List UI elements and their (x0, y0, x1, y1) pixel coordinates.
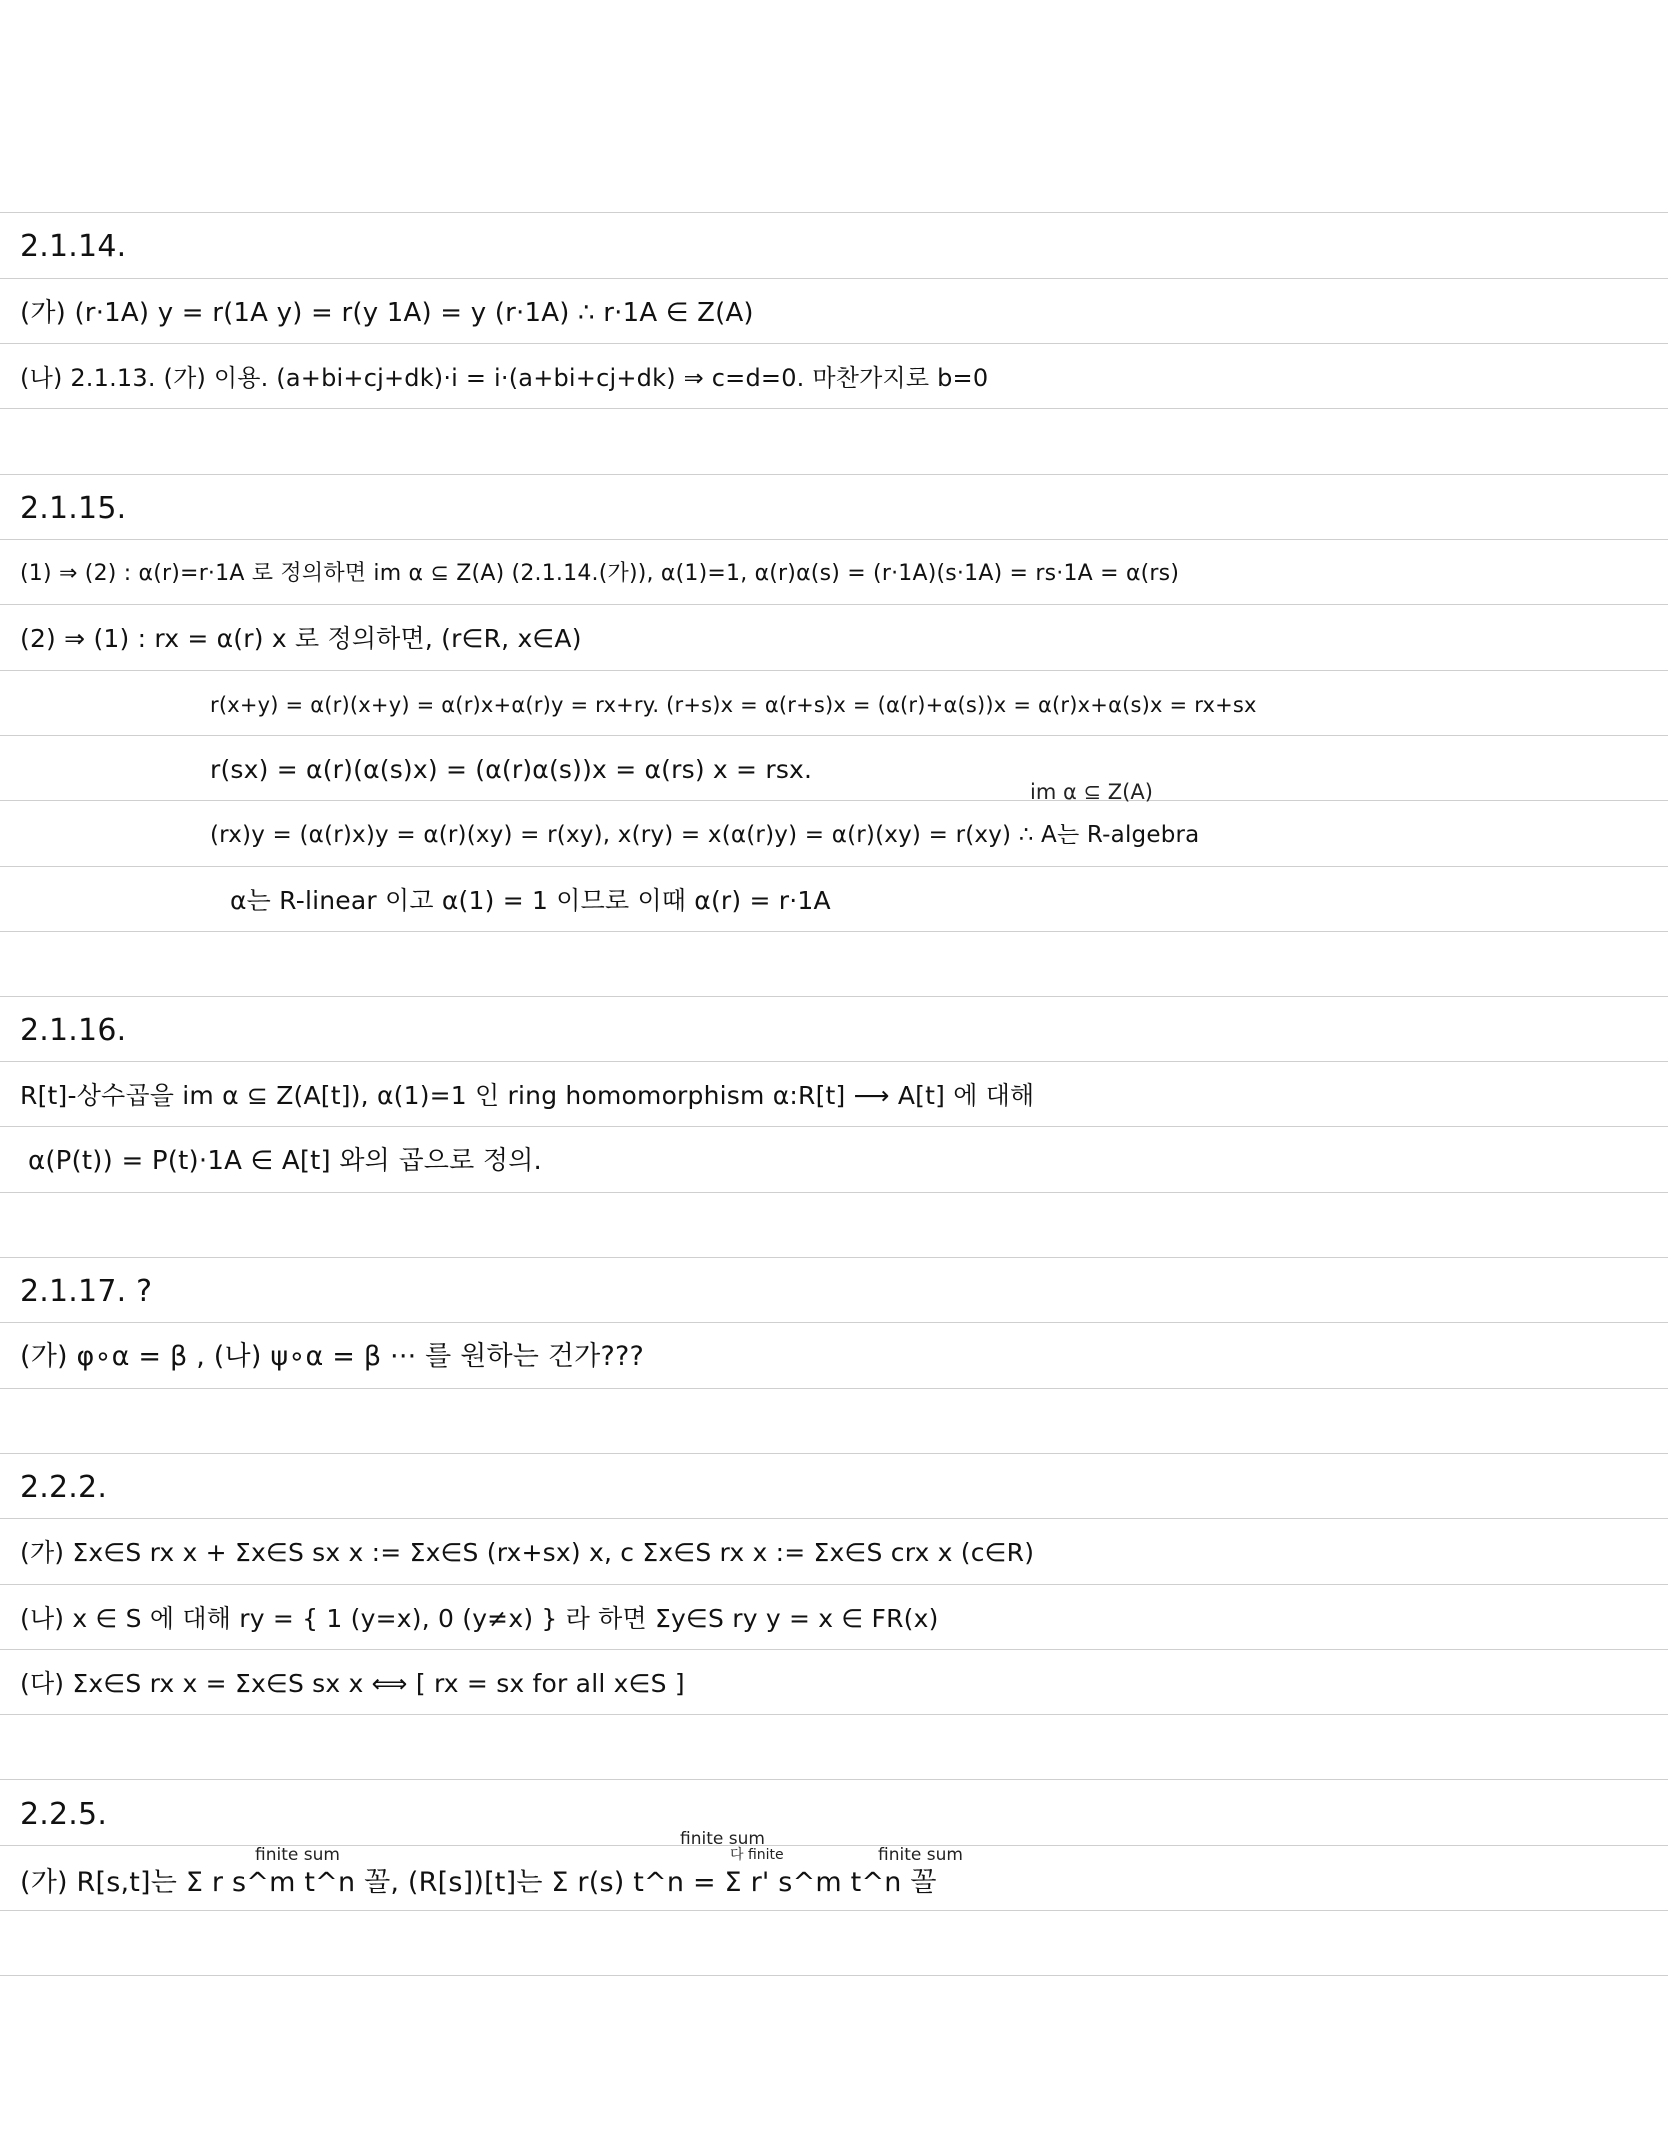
ruled-line (0, 1518, 1668, 1519)
ruled-line (0, 1453, 1668, 1454)
ruled-line (0, 670, 1668, 671)
ruled-line (0, 1714, 1668, 1715)
note-line: (가) R[s,t]는 Σ r s^m t^n 꼴, (R[s])[t]는 Σ r(s) t^n = Σ r' s^m t^n 꼴 (20, 1867, 937, 1898)
ruled-line (0, 539, 1668, 540)
ruled-line (0, 212, 1668, 213)
section-heading: 2.1.16. (20, 1013, 127, 1048)
note-line: (가) φ∘α = β , (나) ψ∘α = β ··· 를 원하는 건가??? (20, 1341, 645, 1372)
note-line: (1) ⇒ (2) : α(r)=r·1A 로 정의하면 im α ⊆ Z(A) (2.1.14.(가)), α(1)=1, α(r)α(s) = (r·1A)(s·1A) = rs·1A = α(rs) (20, 561, 1180, 586)
section-heading: 2.1.14. (20, 229, 127, 264)
note-line: r(x+y) = α(r)(x+y) = α(r)x+α(r)y = rx+ry. (r+s)x = α(r+s)x = (α(r)+α(s))x = α(r)x+α(s)x = rx+sx (210, 693, 1257, 717)
note-line: (rx)y = (α(r)x)y = α(r)(xy) = r(xy), x(ry) = x(α(r)y) = α(r)(xy) = r(xy) ∴ A는 R-algebra (210, 822, 1200, 848)
margin-annotation: 다 finite (730, 1847, 784, 1863)
section-heading: 2.1.17. ? (20, 1274, 153, 1309)
ruled-line (0, 1975, 1668, 1976)
ruled-line (0, 1061, 1668, 1062)
note-line: (나) x ∈ S 에 대해 ry = { 1 (y=x), 0 (y≠x) } 라 하면 Σy∈S ry y = x ∈ FR(x) (20, 1604, 939, 1633)
ruled-line (0, 343, 1668, 344)
margin-annotation: im α ⊆ Z(A) (1030, 780, 1153, 804)
margin-annotation: finite sum (680, 1829, 765, 1849)
ruled-line (0, 1126, 1668, 1127)
note-line: (2) ⇒ (1) : rx = α(r) x 로 정의하면, (r∈R, x∈A) (20, 624, 582, 653)
note-line: (가) (r·1A) y = r(1A y) = r(y 1A) = y (r·1A) ∴ r·1A ∈ Z(A) (20, 298, 754, 328)
ruled-line (0, 1388, 1668, 1389)
note-line: (나) 2.1.13. (가) 이용. (a+bi+cj+dk)·i = i·(a+bi+cj+dk) ⇒ c=d=0. 마찬가지로 b=0 (20, 364, 989, 392)
ruled-line (0, 1257, 1668, 1258)
note-line: (다) Σx∈S rx x = Σx∈S sx x ⟺ [ rx = sx for all x∈S ] (20, 1669, 685, 1698)
note-line: R[t]-상수곱을 im α ⊆ Z(A[t]), α(1)=1 인 ring homomorphism α:R[t] ⟶ A[t] 에 대해 (20, 1081, 1035, 1110)
ruled-line (0, 1322, 1668, 1323)
margin-annotation: finite sum (878, 1845, 963, 1865)
note-line: α는 R-linear 이고 α(1) = 1 이므로 이때 α(r) = r·1A (230, 886, 831, 915)
ruled-line (0, 996, 1668, 997)
note-line: (가) Σx∈S rx x + Σx∈S sx x := Σx∈S (rx+sx) x, c Σx∈S rx x := Σx∈S crx x (c∈R) (20, 1538, 1035, 1567)
note-line: r(sx) = α(r)(α(s)x) = (α(r)α(s))x = α(rs) x = rsx. (210, 755, 813, 784)
ruled-line (0, 1845, 1668, 1846)
section-heading: 2.2.2. (20, 1470, 108, 1505)
ruled-line (0, 866, 1668, 867)
ruled-line (0, 474, 1668, 475)
ruled-line (0, 1192, 1668, 1193)
ruled-line (0, 604, 1668, 605)
ruled-line (0, 800, 1668, 801)
section-heading: 2.1.15. (20, 491, 127, 526)
ruled-line (0, 1649, 1668, 1650)
ruled-line (0, 1910, 1668, 1911)
ruled-line (0, 735, 1668, 736)
ruled-line (0, 931, 1668, 932)
ruled-line (0, 1779, 1668, 1780)
ruled-line (0, 278, 1668, 279)
ruled-line (0, 1584, 1668, 1585)
section-heading: 2.2.5. (20, 1797, 108, 1832)
margin-annotation: finite sum (255, 1845, 340, 1865)
note-line: α(P(t)) = P(t)·1A ∈ A[t] 와의 곱으로 정의. (28, 1146, 542, 1176)
ruled-line (0, 408, 1668, 409)
